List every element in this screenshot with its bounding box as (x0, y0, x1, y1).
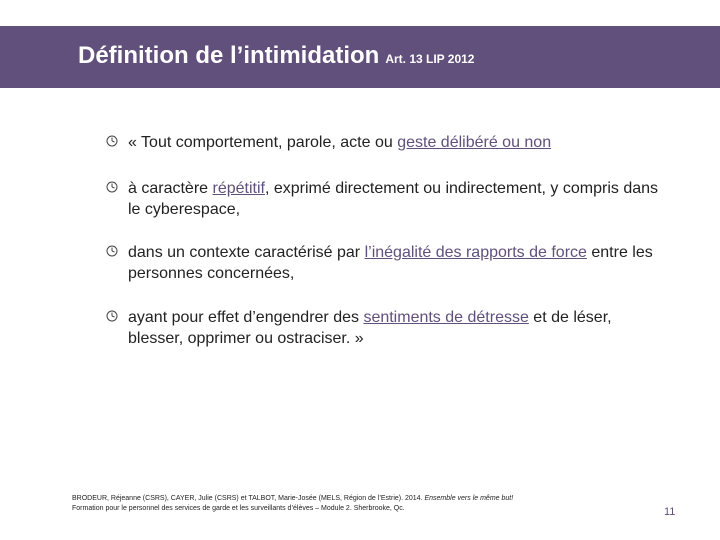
clock-bullet-icon (106, 310, 118, 322)
bullet-2-rest: , exprimé directement ou indirectement, y compris dans le cyberespace, (128, 180, 659, 218)
title-reference: Art. 13 LIP 2012 (385, 52, 475, 66)
citation-text: BRODEUR, Réjeanne (CSRS), CAYER, Julie (CSRS) et TALBOT, Marie-Josée (MELS, Région de l’Estrie). 2014. (72, 495, 423, 502)
clock-bullet-icon (106, 181, 118, 193)
bullet-1-highlight: geste délibéré ou non (397, 134, 552, 151)
footer-citation (72, 494, 572, 514)
bullet-item-1 (106, 132, 551, 153)
bullet-4-highlight: sentiments de détresse (363, 309, 529, 326)
bullet-4-rest: et de léser, blesser, opprimer ou ostraciser. » (128, 309, 612, 347)
bullet-3-rest: entre les personnes concernées, (128, 244, 653, 282)
slide-title (78, 42, 474, 70)
citation-line-2: Formation pour le personnel des services de garde et les surveillants d’élèves – Module 2. Sherbrooke, Qc. (72, 505, 405, 512)
clock-bullet-icon (106, 245, 118, 257)
bullet-1-text: « Tout comportement, parole, acte ou (128, 134, 398, 151)
bullet-4-text: ayant pour effet d’engendrer des (128, 309, 364, 326)
bullet-2-text: à caractère (128, 180, 213, 197)
citation-book-title: Ensemble vers le même but! (424, 495, 514, 502)
bullet-3-highlight: l’inégalité des rapports de force (364, 244, 587, 261)
clock-bullet-icon (106, 135, 118, 147)
bullet-item-2 (106, 178, 666, 220)
bullet-item-4 (106, 307, 666, 349)
bullet-2-highlight: répétitif (212, 180, 265, 197)
page-number: 11 (664, 506, 676, 518)
bullet-3-text: dans un contexte caractérisé par (128, 244, 365, 261)
bullet-item-3 (106, 242, 666, 284)
title-main: Définition de l’intimidation (78, 42, 380, 69)
